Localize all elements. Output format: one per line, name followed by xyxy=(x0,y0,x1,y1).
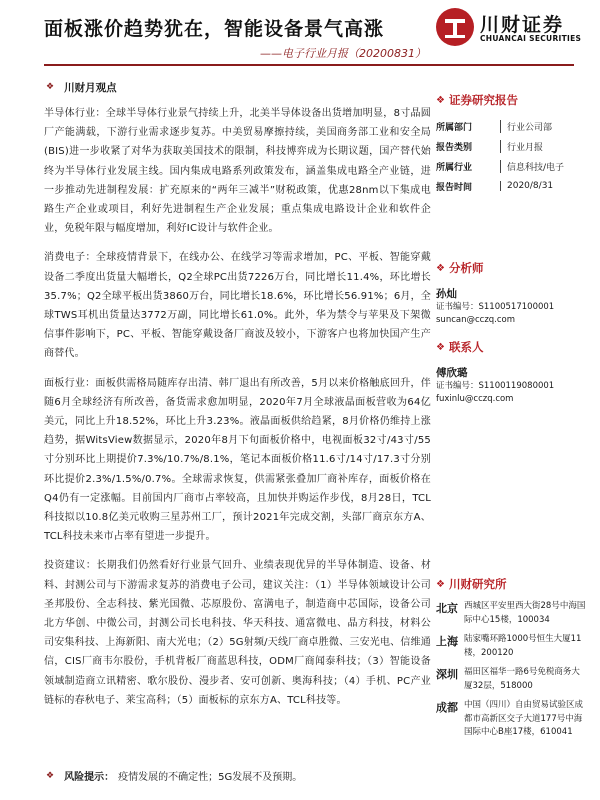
info-key: 报告时间 xyxy=(436,182,473,193)
office-address: 中国（四川）自由贸易试验区成都市高新区交子大道177号中海国际中心B座17楼，610041 xyxy=(464,700,584,737)
logo-name: 川财证券 xyxy=(480,14,565,36)
info-row xyxy=(436,116,586,136)
office-row xyxy=(436,666,586,693)
diamond-bullet-icon: ❖ xyxy=(46,82,55,92)
office-row xyxy=(436,699,586,740)
office-city: 北京 xyxy=(436,602,458,615)
report-info-title: 证券研究报告 xyxy=(448,93,518,107)
sidebar xyxy=(436,90,586,746)
contact-cert: 证书编号：S1100119080001 xyxy=(436,381,555,391)
report-info-heading xyxy=(436,90,586,110)
risk-warning xyxy=(44,768,431,783)
office-address: 福田区福华一路6号免税商务大厦32层，518000 xyxy=(464,667,580,691)
header-divider xyxy=(44,64,574,66)
logo-emblem-icon xyxy=(436,8,474,46)
analyst-cert: 证书编号：S1100517100001 xyxy=(436,302,555,312)
main-content xyxy=(44,78,431,720)
viewpoint-heading xyxy=(44,78,431,96)
diamond-bullet-icon: ❖ xyxy=(436,578,445,590)
info-row xyxy=(436,176,586,196)
info-value: 2020/8/31 xyxy=(500,181,553,191)
report-header xyxy=(0,0,600,62)
analyst-name: 孙灿 xyxy=(436,288,457,300)
info-value: 行业公司部 xyxy=(500,120,552,133)
office-address: 陆家嘴环路1000号恒生大厦11楼，200120 xyxy=(464,634,582,658)
office-city: 成都 xyxy=(436,701,458,714)
office-row xyxy=(436,633,586,660)
report-subtitle: ——电子行业月报（20200831） xyxy=(260,47,426,60)
diamond-bullet-icon: ❖ xyxy=(436,341,445,353)
contact-email[interactable]: fuxinlu@cczq.com xyxy=(436,394,514,404)
info-value: 行业月报 xyxy=(500,140,543,153)
viewpoint-title: 川财月观点 xyxy=(64,81,117,94)
info-key: 所属部门 xyxy=(436,122,473,133)
report-title: 面板涨价趋势犹在，智能设备景气高涨 xyxy=(44,18,385,40)
analyst-heading xyxy=(436,258,586,278)
analyst-title: 分析师 xyxy=(448,261,484,275)
paragraph-investment: 投资建议：长期我们仍然看好行业景气回升、业绩表现优异的半导体制造、设备、材料、封测公司与下游需求复苏的消费电子公司，建议关注：（1）半导体领域设计公司圣邦股份、全志科技、紫光国微、芯原股份、富满电子，制造商中芯国际，设备公司北方华创、中微公司，封测公司长电科技、华天科技、通富微电、晶方科技，材料公司安集科技、上海新阳、南大光电；（2）5G射频/天线厂商卓胜微、三安光电、信维通信，CIS厂商韦尔股份，手机背板厂商蓝思科技，ODM厂商闻泰科技；（3）智能设备领域制造商立讯精密、歌尔股份、漫步者、安可创新、奥海科技；（4）手机、PC产业链标的春秋电子、莱宝高科；（5）面板标的京东方A、TCL科技等。 xyxy=(44,560,431,706)
info-key: 报告类别 xyxy=(436,142,473,153)
office-city: 深圳 xyxy=(436,668,458,681)
office-city: 上海 xyxy=(436,635,458,648)
paragraph-semiconductor: 半导体行业：全球半导体行业景气持续上升，北美半导体设备出货增加明显，8寸晶圆厂产能满载，下游行业需求逐步复苏。中美贸易摩擦持续，美国商务部工业和安全局(BIS)进一步收紧了对华为获取美国技术的限制，科技博弈成为长期议题，国产替代始终为半导体行业发展主线。国内集成电路系列政策发布，涵盖集成电路全产业链，进一步推动先进制程发展：扩充原来的“两年三减半”财税政策，优惠28nm以下集成电路生产企业或项目，利好先进制程生产企业发展；重点集成电路设计企业和软件企业，免税年限与幅度增加，利好IC设计与软件企业。 xyxy=(44,108,431,235)
contact-heading xyxy=(436,337,586,357)
contact-name: 傅欣璐 xyxy=(436,367,468,379)
paragraph-consumer-electronics: 消费电子：全球疫情背景下，在线办公、在线学习等需求增加，PC、平板、智能穿戴设备二季度出货量大幅增长，Q2全球PC出货7226万台，同比增长11.4%，环比增长35.7%；Q2全球平板出货3860万台，同比增长18.6%，环比增长56.91%；6月，全球TWS耳机出货量达3772万副，同比增长61.0%。此外，华为禁令与苹果及下架微信事件影响下，PC、平板、智能穿戴设备厂商波及较小，下游客户也将加快国产生产商替代。 xyxy=(44,252,431,360)
office-address: 西城区平安里西大街28号中海国际中心15楼，100034 xyxy=(464,601,586,625)
risk-label: 风险提示： xyxy=(64,772,115,783)
risk-text: 疫情发展的不确定性；5G发展不及预期。 xyxy=(118,772,303,783)
diamond-bullet-icon: ❖ xyxy=(46,770,55,781)
logo-english-name: CHUANCAI SECURITIES xyxy=(480,34,582,43)
info-row xyxy=(436,156,586,176)
contact-title: 联系人 xyxy=(448,340,484,354)
analyst-email[interactable]: suncan@cczq.com xyxy=(436,315,516,325)
info-key: 所属行业 xyxy=(436,162,473,173)
institute-heading xyxy=(436,574,586,594)
paragraph-panel: 面板行业：面板供需格局随库存出清、韩厂退出有所改善，5月以来价格触底回升，伴随6月全球经济有所改善，备货需求愈加明显，2020年7月全球液晶面板营收为64亿美元，同比上升18.52%，环比上升3.23%。液晶面板供给趋紧，8月价格仍维持上涨趋势，据WitsView数据显示，2020年8月下旬面板价格中，电视面板32寸/43寸/55寸分别环比上期提价7.3%/10.7%/8.1%，笔记本面板价格11.6寸/14寸/17.3寸分别环比提价2.3%/1.5%/0.7%。全球需求恢复，供需紧张叠加厂商补库存，面板价格在Q4仍有一定涨幅。目前国内厂商市占率较高，且加快并购运作步伐，8月28日，TCL科技拟以10.8亿美元收购三星苏州工厂，预计2021年完成交割，头部厂商京东方A、TCL科技未来市占率有望进一步提升。 xyxy=(44,377,431,543)
company-logo xyxy=(436,8,582,48)
info-row xyxy=(436,136,586,156)
info-value: 信息科技/电子 xyxy=(500,160,564,173)
diamond-bullet-icon: ❖ xyxy=(436,94,445,106)
office-row xyxy=(436,600,586,627)
diamond-bullet-icon: ❖ xyxy=(436,262,445,274)
institute-title: 川财研究所 xyxy=(448,577,507,591)
